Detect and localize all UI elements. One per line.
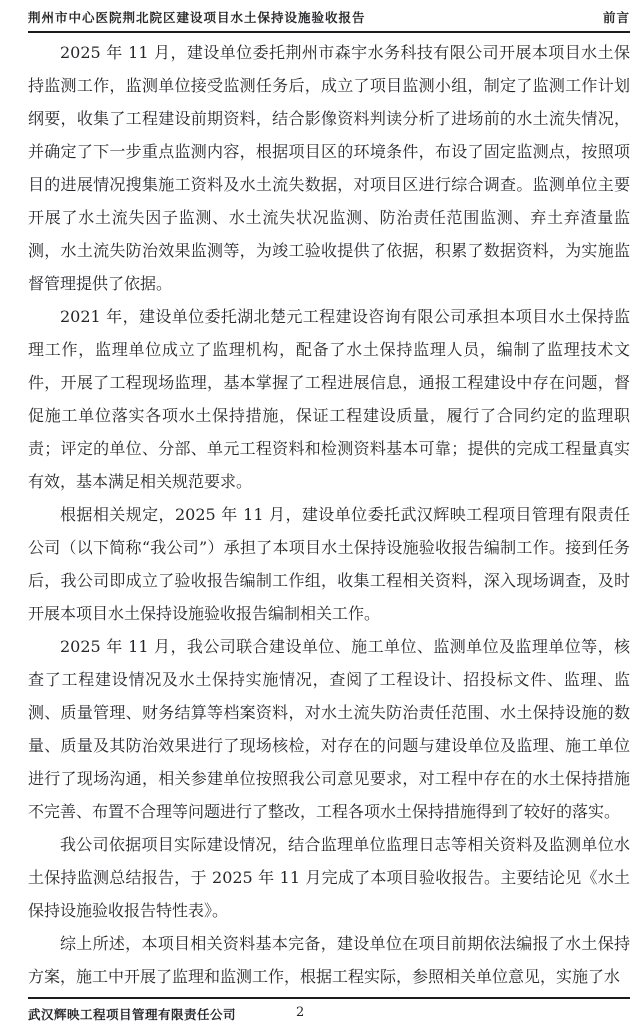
paragraph: 2021 年，建设单位委托湖北楚元工程建设咨询有限公司承担本项目水土保持监理工作，监理单位成立了监理机构，配备了水土保持监理人员，编制了监理技术文件，开展了工程现场监理，基本掌握了工程进展信息，通报工程建设中存在问题，督促施工单位落实各项水土保持措施，保证工程建设质量，履行了合同约定的监理职责；评定的单位、分部、单元工程资料和检测资料基本可靠；提供的完成工程量真实有效，基本满足相关规范要求。 <box>28 307 630 491</box>
page-footer <box>28 997 630 1023</box>
page-number: 2 <box>296 1005 305 1020</box>
paragraph: 2025 年 11 月，建设单位委托荆州市森宇水务科技有限公司开展本项目水土保持监测工作，监测单位接受监测任务后，成立了项目监测小组，制定了监测工作计划纲要，收集了工程建设前期资料，结合影像资料判读分析了进场前的水土流失情况，并确定了下一步重点监测内容，根据项目区的环境条件，布设了固定监测点，按照项目的进展情况搜集施工资料及水土流失数据，对项目区进行综合调查。监测单位主要开展了水土流失因子监测、水土流失状况监测、防治责任范围监测、弃土弃渣量监测，水土流失防治效果监测等，为竣工验收提供了依据，积累了数据资料，为实施监督管理提供了依据。 <box>28 43 630 293</box>
document-body <box>28 36 630 993</box>
paragraph: 2025 年 11 月，我公司联合建设单位、施工单位、监测单位及监理单位等，核查了工程建设情况及水土保持实施情况，查阅了工程设计、招投标文件、监理、监测、质量管理、财务结算等档案资料，对水土流失防治责任范围、水土保持设施的数量、质量及其防治效果进行了现场核检，对存在的问题与建设单位及监理、施工单位进行了现场沟通，相关参建单位按照我公司意见要求，对工程中存在的水土保持措施不完善、布置不合理等问题进行了整改，工程各项水土保持措施得到了较好的落实。 <box>28 637 630 821</box>
paragraph: 综上所述，本项目相关资料基本完备，建设单位在项目前期依法编报了水土保持方案，施工中开展了监理和监测工作，根据工程实际，参照相关单位意见，实施了水 <box>28 934 630 986</box>
footer-company: 武汉辉映工程项目管理有限责任公司 <box>28 1007 237 1022</box>
header-title: 荆州市中心医院荆北院区建设项目水土保持设施验收报告 <box>28 10 366 25</box>
header-section-label: 前言 <box>602 10 630 25</box>
page-header <box>28 8 630 33</box>
paragraph: 根据相关规定，2025 年 11 月，建设单位委托武汉辉映工程项目管理有限责任公司（以下简称“我公司”）承担了本项目水土保持设施验收报告编制工作。接到任务后，我公司即成立了验收报告编制工作组，收集工程相关资料，深入现场调查，及时开展本项目水土保持设施验收报告编制相关工作。 <box>28 505 630 623</box>
paragraph: 我公司依据项目实际建设情况，结合监理单位监理日志等相关资料及监测单位水土保持监测总结报告，于 2025 年 11 月完成了本项目验收报告。主要结论见《水土保持设施验收报告特性表》。 <box>28 835 630 920</box>
